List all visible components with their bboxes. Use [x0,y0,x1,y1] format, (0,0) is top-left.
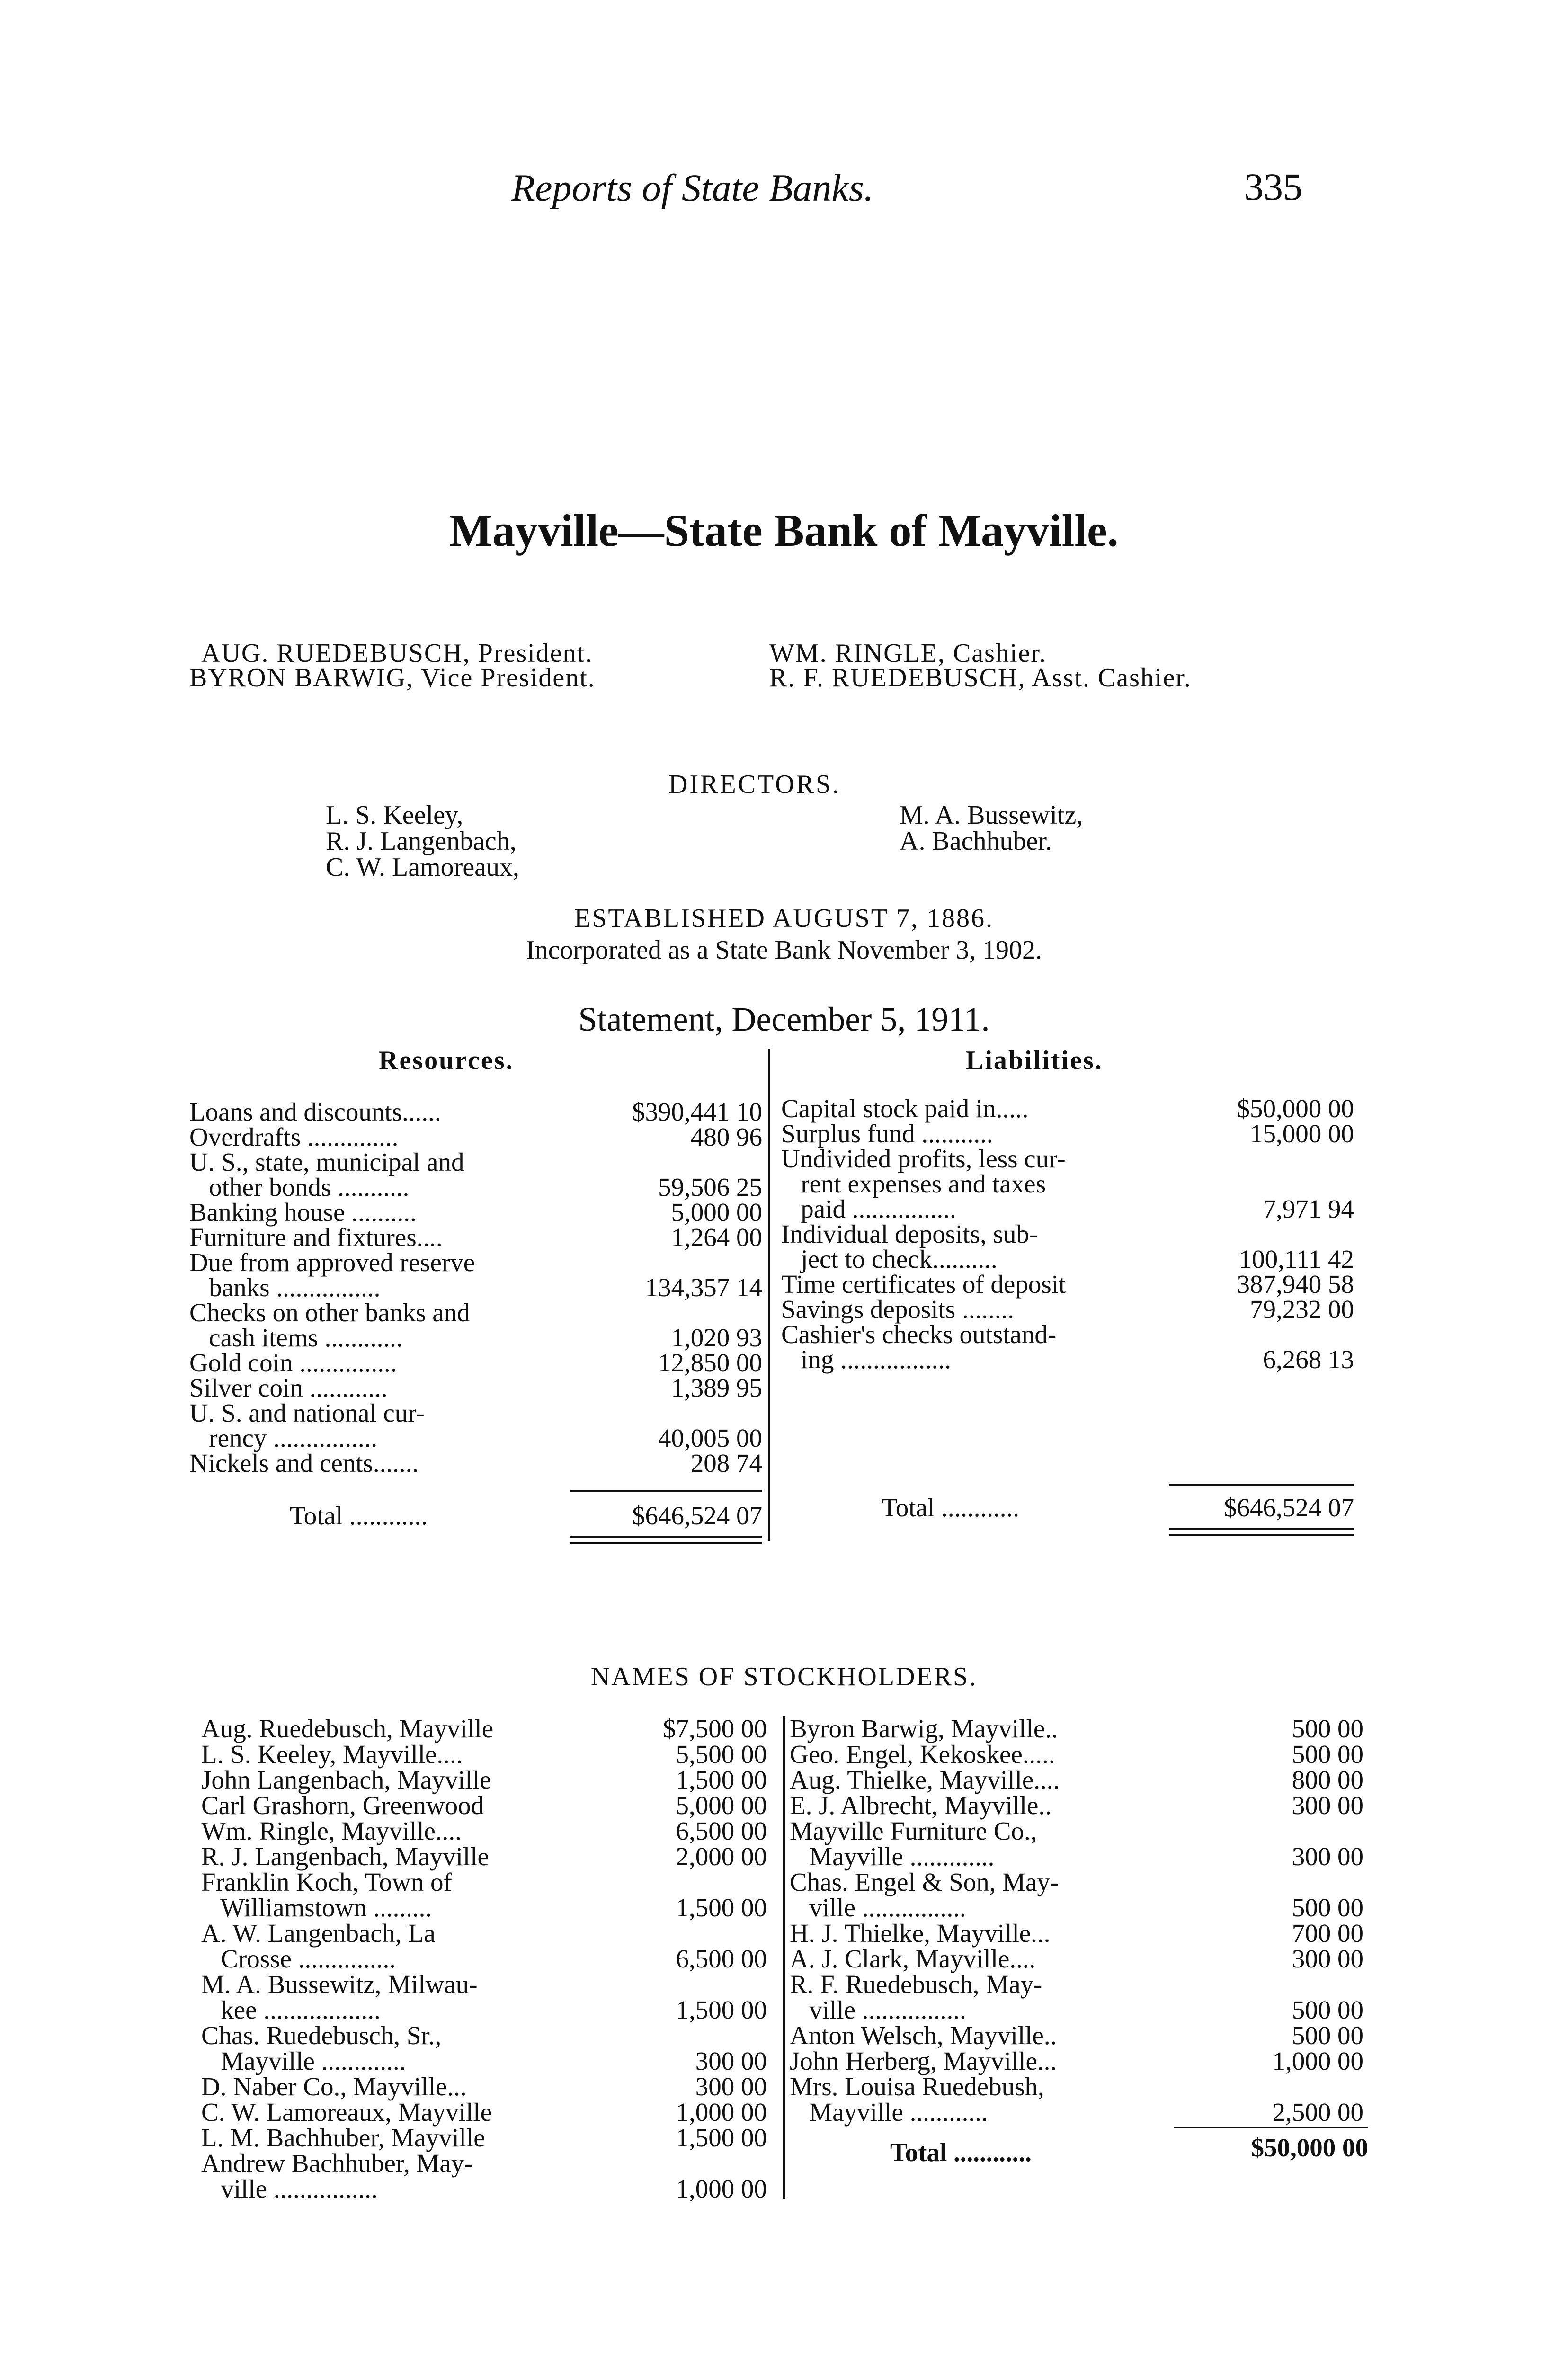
stockholder-row-amount: 300 00 [695,2072,767,2101]
resource-row-amount: 1,389 95 [671,1373,762,1402]
stockholder-row-amount: 1,000 00 [676,2174,767,2203]
resource-row-label: banks ................ [189,1273,381,1302]
liabilities-total-amount: $646,524 07 [1224,1493,1354,1522]
resource-row-amount: 59,506 25 [658,1173,762,1201]
stockholder-row-label: M. A. Bussewitz, Milwau- [201,1970,478,1999]
stockholder-row-label: R. J. Langenbach, Mayville [201,1842,489,1871]
resource-row-label: Gold coin ............... [189,1348,397,1377]
stockholder-row-amount: 500 00 [1292,1714,1363,1743]
resource-row-label: rency ................ [189,1424,378,1452]
liability-row-label: Individual deposits, sub- [781,1219,1038,1248]
resource-row-label: Silver coin ............ [189,1373,388,1402]
stockholder-row-label: ville ................ [201,2174,378,2203]
stockholder-row-label: E. J. Albrecht, Mayville.. [790,1791,1051,1820]
resource-row-label: Due from approved reserve [189,1248,475,1277]
stockholder-row-label: Franklin Koch, Town of [201,1868,452,1896]
stockholder-row-amount: 1,500 00 [676,2123,767,2152]
liability-row-label: Undivided profits, less cur- [781,1144,1066,1173]
stockholder-row-label: H. J. Thielke, Mayville... [790,1919,1051,1948]
bank-title: Mayville—State Bank of Mayville. [449,505,1119,556]
stockholder-row-amount: 1,000 00 [676,2098,767,2127]
running-title: Reports of State Banks. [511,166,874,209]
stockholder-row-amount: 500 00 [1292,1893,1363,1922]
resources-total-label: Total ............ [290,1501,428,1530]
resources-heading: Resources. [379,1046,514,1075]
liability-row-amount: 100,111 42 [1238,1245,1354,1273]
stockholder-row-label: kee .................. [201,1995,381,2024]
stockholder-row-amount: 6,500 00 [676,1944,767,1973]
liability-row-amount: $50,000 00 [1237,1094,1354,1123]
officer-cashier: WM. RINGLE, Cashier. [769,639,1047,668]
stockholder-row-label: D. Naber Co., Mayville... [201,2072,467,2101]
resource-row-label: Furniture and fixtures.... [189,1223,443,1252]
stockholder-row-label: Mrs. Louisa Ruedebush, [790,2072,1044,2101]
resource-row-amount: 5,000 00 [671,1198,762,1227]
stockholder-row-label: Williamstown ......... [201,1893,432,1922]
director-name: C. W. Lamoreaux, [326,853,520,882]
established-line: ESTABLISHED AUGUST 7, 1886. [574,904,994,933]
resource-row-amount: 208 74 [690,1449,762,1477]
liability-row-amount: 15,000 00 [1250,1119,1354,1148]
liabilities-total-double-rule [1169,1528,1354,1536]
officer-asst-cashier: R. F. RUEDEBUSCH, Asst. Cashier. [769,663,1192,693]
stockholder-row-label: John Langenbach, Mayville [201,1765,491,1794]
stockholder-row-label: ville ................ [790,1893,966,1922]
liability-row-label: Cashier's checks outstand- [781,1320,1057,1349]
stockholder-row-label: Wm. Ringle, Mayville.... [201,1816,462,1845]
resource-row-amount: 134,357 14 [645,1273,762,1302]
stockholders-heading: NAMES OF STOCKHOLDERS. [590,1662,978,1691]
director-name: M. A. Bussewitz, [900,801,1083,830]
stockholder-row-label: R. F. Ruedebusch, May- [790,1970,1042,1999]
liability-row-amount: 7,971 94 [1263,1194,1354,1223]
stockholders-divider [783,1716,785,2199]
liabilities-total-label: Total ............ [882,1493,1019,1522]
resource-row-amount: 1,020 93 [671,1323,762,1352]
liability-row-label: Capital stock paid in..... [781,1094,1029,1123]
incorporated-line: Incorporated as a State Bank November 3, 1902. [526,935,1042,965]
director-name: L. S. Keeley, [326,801,463,830]
director-name: A. Bachhuber. [900,827,1052,856]
officer-vice-president: BYRON BARWIG, Vice President. [189,663,596,693]
resource-row-label: cash items ............ [189,1323,403,1352]
stockholder-row-label: ville ................ [790,1995,966,2024]
stockholder-row-label: Andrew Bachhuber, May- [201,2149,473,2178]
liabilities-total-rule [1169,1484,1354,1486]
statement-divider [768,1049,770,1541]
stockholder-row-amount: 6,500 00 [676,1816,767,1845]
resource-row-label: Overdrafts .............. [189,1122,399,1151]
stockholder-row-amount: 5,500 00 [676,1740,767,1769]
stockholder-row-amount: 1,500 00 [676,1765,767,1794]
officer-president: AUG. RUEDEBUSCH, President. [201,639,593,668]
resources-total-rule [570,1490,762,1492]
liability-row-label: Surplus fund ........... [781,1119,993,1148]
stockholder-row-label: L. S. Keeley, Mayville.... [201,1740,463,1769]
resource-row-amount: 40,005 00 [658,1424,762,1452]
stockholder-row-amount: 500 00 [1292,2021,1363,2050]
stockholder-row-amount: 500 00 [1292,1740,1363,1769]
stockholder-row-label: Chas. Ruedebusch, Sr., [201,2021,442,2050]
resource-row-label: U. S. and national cur- [189,1398,425,1427]
stockholder-row-label: Chas. Engel & Son, May- [790,1868,1059,1896]
stockholder-row-label: Mayville ............. [790,1842,995,1871]
stockholder-row-amount: 2,500 00 [1272,2098,1363,2127]
liabilities-heading: Liabilities. [966,1046,1103,1075]
stockholder-row-label: A. W. Langenbach, La [201,1919,436,1948]
stockholder-row-amount: 300 00 [1292,1791,1363,1820]
resource-row-amount: 480 96 [690,1122,762,1151]
liability-row-amount: 387,940 58 [1237,1270,1354,1299]
resources-total-double-rule [570,1536,762,1544]
liability-row-label: Time certificates of deposit [781,1270,1066,1299]
liability-row-label: ing ................. [781,1345,952,1374]
liability-row-label: Savings deposits ........ [781,1295,1014,1324]
stockholder-row-label: Aug. Ruedebusch, Mayville [201,1714,494,1743]
stockholder-row-label: L. M. Bachhuber, Mayville [201,2123,485,2152]
stockholder-row-amount: 2,000 00 [676,1842,767,1871]
stockholder-row-label: Byron Barwig, Mayville.. [790,1714,1058,1743]
stockholder-row-label: Anton Welsch, Mayville.. [790,2021,1057,2050]
stockholder-row-label: Geo. Engel, Kekoskee..... [790,1740,1055,1769]
liability-row-label: ject to check.......... [781,1245,998,1273]
resource-row-label: Nickels and cents....... [189,1449,419,1477]
resource-row-amount: 1,264 00 [671,1223,762,1252]
stockholder-row-label: Aug. Thielke, Mayville.... [790,1765,1060,1794]
resource-row-label: U. S., state, municipal and [189,1148,464,1176]
stockholder-row-label: Mayville ............. [201,2047,406,2075]
page-number: 335 [1244,165,1302,208]
stockholder-row-amount: 300 00 [1292,1944,1363,1973]
stockholder-row-amount: 300 00 [1292,1842,1363,1871]
statement-title: Statement, December 5, 1911. [578,1000,990,1038]
resource-row-label: Banking house .......... [189,1198,417,1227]
stockholders-total-rule [1174,2127,1368,2128]
stockholder-row-label: A. J. Clark, Mayville.... [790,1944,1036,1973]
liability-row-amount: 79,232 00 [1250,1295,1354,1324]
liability-row-amount: 6,268 13 [1263,1345,1354,1374]
stockholders-total-label: Total ............ [890,2138,1032,2167]
resource-row-label: other bonds ........... [189,1173,410,1201]
resources-total-amount: $646,524 07 [632,1501,762,1530]
resource-row-amount: $390,441 10 [632,1097,762,1126]
stockholder-row-amount: 1,500 00 [676,1893,767,1922]
stockholder-row-amount: 700 00 [1292,1919,1363,1948]
director-name: R. J. Langenbach, [326,827,517,856]
stockholder-row-amount: 500 00 [1292,1995,1363,2024]
resource-row-label: Checks on other banks and [189,1298,470,1327]
stockholder-row-label: Carl Grashorn, Greenwood [201,1791,484,1820]
stockholder-row-amount: 1,000 00 [1272,2047,1363,2075]
resource-row-label: Loans and discounts...... [189,1097,441,1126]
directors-heading: DIRECTORS. [668,770,841,799]
stockholder-row-label: John Herberg, Mayville... [790,2047,1057,2075]
stockholders-total-amount: $50,000 00 [1251,2133,1368,2162]
stockholder-row-amount: $7,500 00 [663,1714,767,1743]
stockholder-row-amount: 1,500 00 [676,1995,767,2024]
stockholder-row-label: Mayville Furniture Co., [790,1816,1037,1845]
liability-row-label: paid ................ [781,1194,956,1223]
liability-row-label: rent expenses and taxes [781,1169,1046,1198]
stockholder-row-label: Mayville ............ [790,2098,988,2127]
stockholder-row-label: Crosse ............... [201,1944,396,1973]
resource-row-amount: 12,850 00 [658,1348,762,1377]
stockholder-row-amount: 5,000 00 [676,1791,767,1820]
stockholder-row-label: C. W. Lamoreaux, Mayville [201,2098,492,2127]
stockholder-row-amount: 800 00 [1292,1765,1363,1794]
stockholder-row-amount: 300 00 [695,2047,767,2075]
